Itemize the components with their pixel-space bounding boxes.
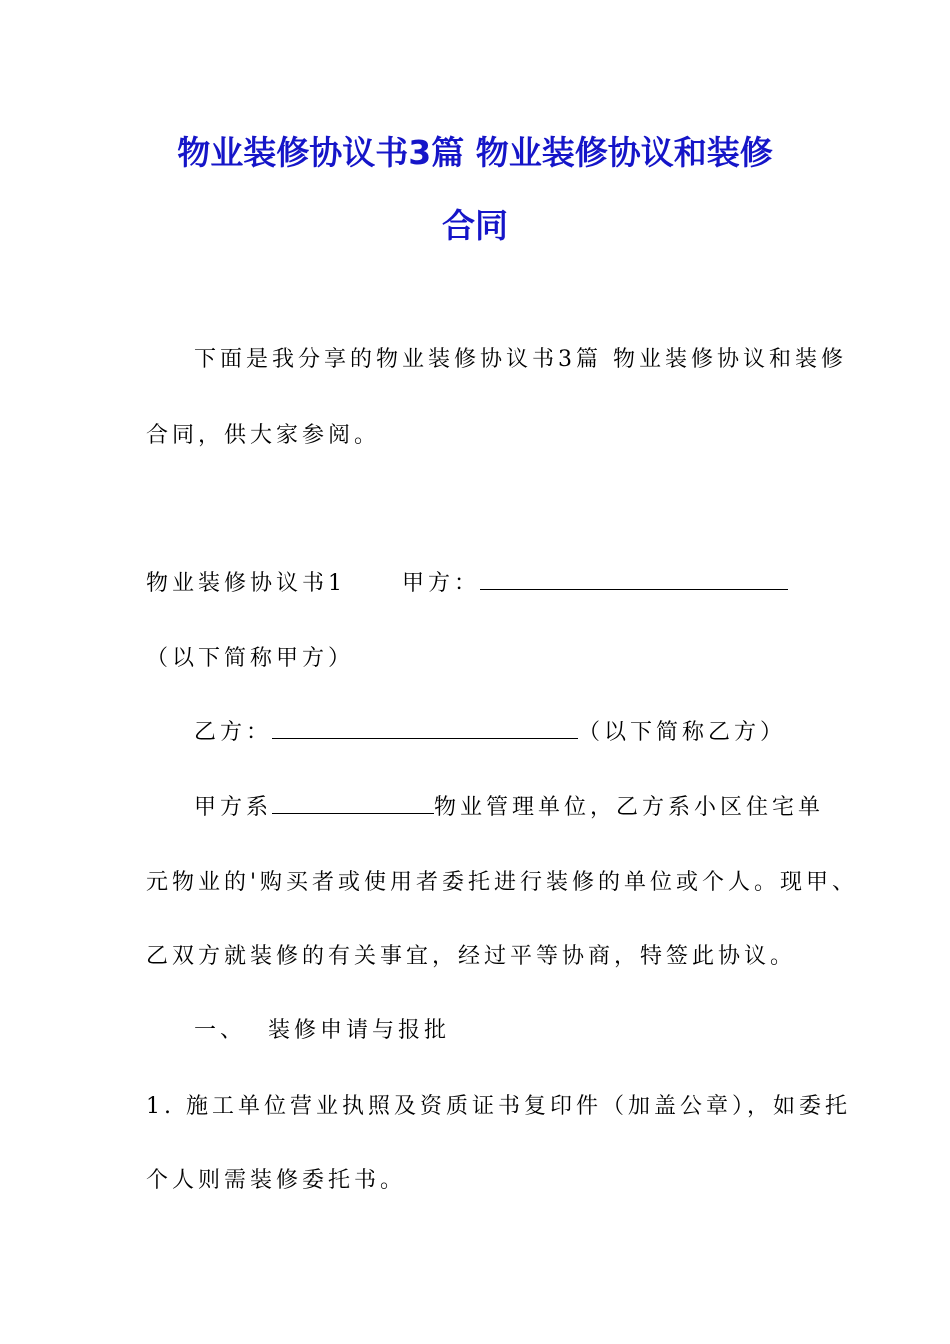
- party-b-label: 乙方：: [194, 720, 273, 745]
- para1-start: 甲方系: [194, 795, 273, 820]
- document-title-line-2: 合同: [442, 206, 508, 245]
- intro-line-1: 下面是我分享的物业装修协议书3篇 物业装修协议和装修: [194, 347, 847, 372]
- intro-line-2: 合同，供大家参阅。: [146, 423, 381, 448]
- item-1-line-2: 个人则需装修委托书。: [146, 1168, 407, 1193]
- party-b-row: [194, 718, 864, 748]
- party-b-note: （以下简称乙方）: [578, 720, 787, 745]
- clause-1-heading: 一、 装修申请与报批: [194, 1018, 450, 1043]
- item-1-line-1: 1. 施工单位营业执照及资质证书复印件（加盖公章），如委托: [146, 1094, 851, 1119]
- para1-line-2: 元物业的'购买者或使用者委托进行装修的单位或个人。现甲、: [146, 870, 859, 895]
- party-a-blank: [480, 569, 788, 590]
- section-heading: 物业装修协议书1: [146, 571, 346, 596]
- section-heading-row: [146, 569, 816, 599]
- para1-line-1: [194, 793, 864, 823]
- para1-line-3: 乙双方就装修的有关事宜，经过平等协商，特签此协议。: [146, 944, 797, 969]
- party-a-note: （以下简称甲方）: [146, 646, 355, 671]
- property-name-blank: [272, 793, 434, 814]
- para1-rest: 物业管理单位，乙方系小区住宅单: [434, 795, 825, 820]
- document-title-line-1: 物业装修协议书3篇 物业装修协议和装修: [177, 133, 773, 172]
- party-a-label: 甲方：: [402, 571, 481, 596]
- party-b-blank: [272, 718, 578, 739]
